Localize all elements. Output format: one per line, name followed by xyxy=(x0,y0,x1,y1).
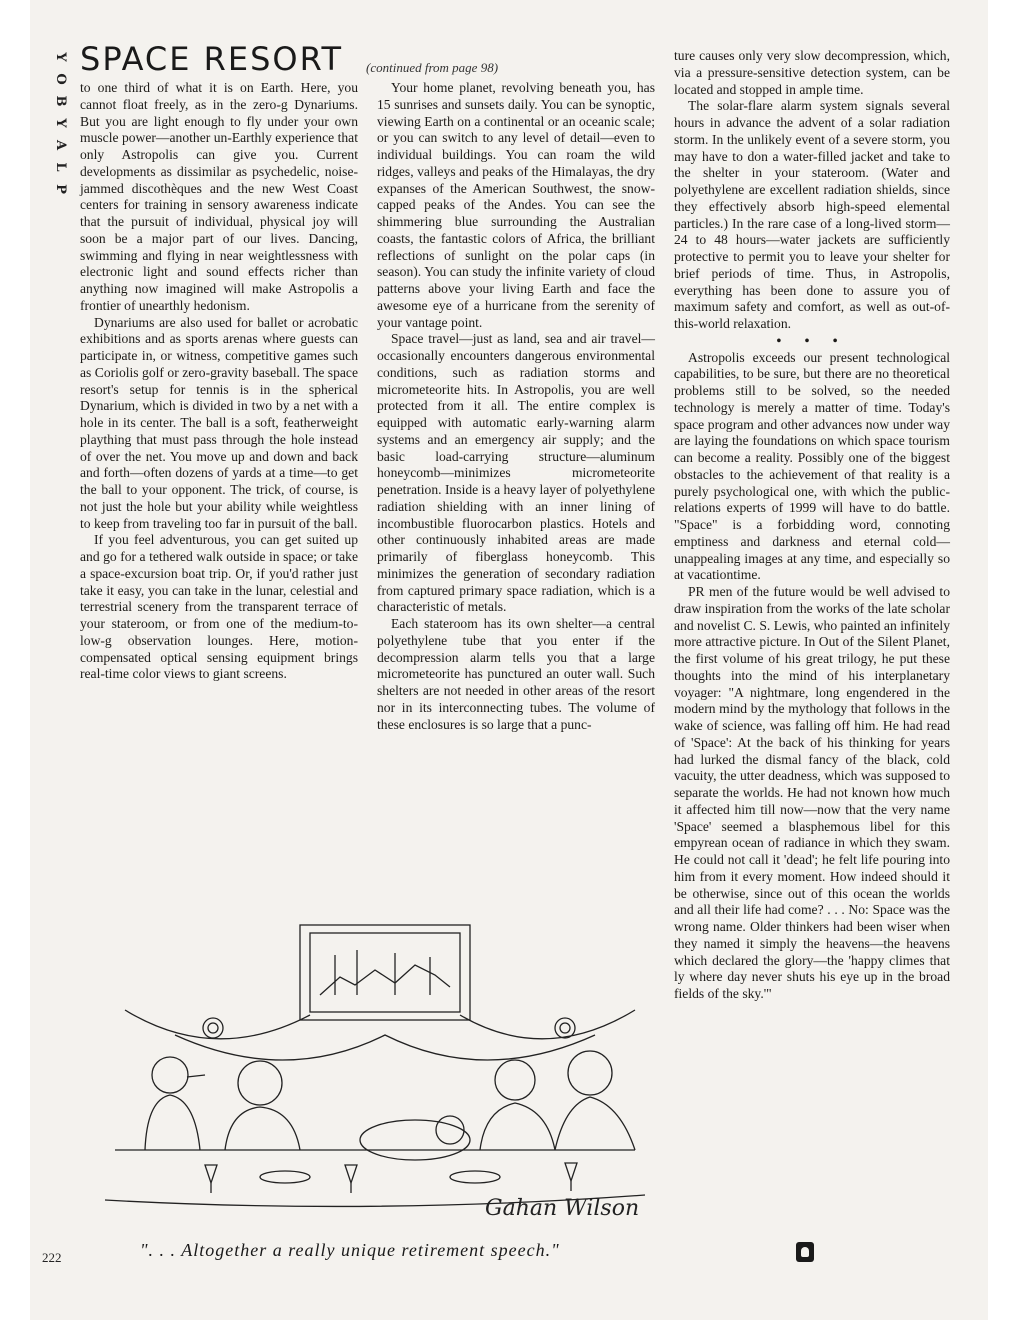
mag-letter: Y xyxy=(53,118,68,128)
paragraph: Your home planet, revolving beneath you, has 15 sunrises and sunsets daily. You can be synoptic, viewing Earth on a continental or an oceanic scale; or you can switch to any level of detail—even to individual buildings. You can roam the wild ridges, valleys and peaks of the Himalayas, the dry expanses of the American Southwest, the snow-capped peaks of the Andes. You can see the shimmering blue surrounding the Australian coasts, the fantastic colors of Africa, the brilliant reflections of sunlight on the polar caps (in season). You can study the infinite variety of cloud patterns above your living Earth and face the awesome eye of a hurricane from the serenity of your vantage point. xyxy=(377,80,655,330)
magazine-name-vertical xyxy=(50,46,70,200)
rabbit-end-mark-icon xyxy=(796,1242,814,1262)
paragraph: ture causes only very slow decompression, which, via a pressure-sensitive detection system, can be located and stopped in ample time. xyxy=(674,48,950,97)
cartoon-signature: Gahan Wilson xyxy=(485,1196,640,1221)
continued-note: (continued from page 98) xyxy=(366,60,499,75)
cartoon-illustration xyxy=(95,915,655,1235)
text-column-3 xyxy=(674,48,950,1003)
mag-letter: O xyxy=(53,73,68,85)
mag-letter: B xyxy=(53,95,68,107)
page-number: 222 xyxy=(42,1250,62,1265)
mag-letter: A xyxy=(53,139,68,151)
paragraph: to one third of what it is on Earth. Here, you cannot float freely, as in the zero-g Dynariums. But you are light enough to fly under your own muscle power—another un-Earthly experience that only Astropolis can give you. Current developments as dissimilar as psychedelic, noise-jammed discothèques and the new West Coast centers for training in sensory awareness indicate that the pursuit of individual, physical joy will soon be a major part of our lives. Dancing, swimming and flying in near weightlessness with electronic light and sound effects richer than anything now imagined will make Astropolis a frontier of unearthly hedonism. xyxy=(80,80,358,313)
article-headline: SPACE RESORT xyxy=(80,40,344,78)
mag-letter: P xyxy=(53,184,68,194)
text-column-2 xyxy=(377,80,655,733)
mag-letter: L xyxy=(53,162,68,172)
paragraph: The solar-flare alarm system signals several hours in advance the advent of a solar radiation storm. In the unlikely event of a severe storm, you may have to don a water-filled jacket and take to the shelter in your stateroom. (Water and polyethylene are excellent radiation shields, since they effectively absorb high-speed elemental particles.) In the rare case of a long-lived storm—24 to 48 hours—water jackets are sufficiently protective to permit you to leave your shelter for brief periods of time. Thus, in Astropolis, everything has been done to assure you of maximum safety and comfort, as well as out-of-this-world relaxation. xyxy=(674,98,950,331)
paragraph: Each stateroom has its own shelter—a central polyethylene tube that you enter if the decompression alarm tells you that a large micrometeorite has punctured an outer wall. Such shelters are not needed in other areas of the resort nor in its interconnecting tubes. The volume of these enclosures is so large that a punc- xyxy=(377,616,655,732)
cartoon-caption: ". . . Altogether a really unique retirement speech." xyxy=(140,1240,560,1260)
paragraph: If you feel adventurous, you can get suited up and go for a tethered walk outside in space; or take a space-excursion boat trip. Or, if you'd rather just take it easy, you can take in the lunar, celestial and terrestrial scenery from the transparent terrace of your stateroom, or from one of the medium-to-low-g observation lounges. Here, motion-compensated optical sensing equipment brings real-time color views to giant screens. xyxy=(80,532,358,682)
paragraph: PR men of the future would be well advised to draw inspiration from the works of the late scholar and novelist C. S. Lewis, who painted an infinitely more attractive picture. In Out of the Silent Planet, the first volume of his great trilogy, he put these thoughts into the mind of his interplanetary voyager: "A nightmare, long engendered in the modern mind by the mythology that follows in the wake of science, was falling off him. He had read of 'Space': At the back of his thinking for years had lurked the dismal fancy of the black, cold vacuity, the utter deadness, which was supposed to separate the worlds. He had not known how much it affected him till now—now that the very name 'Space' seemed a blasphemous libel for this empyrean ocean of radiance in which they swam. He could not call it 'dead'; he felt life pouring into him from it every moment. How indeed should it be otherwise, since out of this ocean the worlds and all their life had come? . . . No: Space was the wrong name. Older thinkers had been wiser when they named it simply the heavens—the heavens which declared the glory—the 'happy climes that ly where day never shuts his eye up in the broad fields of the sky.'" xyxy=(674,584,950,1001)
section-separator: • • • xyxy=(776,332,848,348)
paragraph: Astropolis exceeds our present technological capabilities, to be sure, but there are no theoretical problems still to be solved, so the needed technology is merely a matter of time. Today's space program and other advances now under way are laying the foundations on which space tourism can become a reality. Possibly one of the biggest obstacles to the achievement of that reality is a purely psychological one, with which the public-relations experts of 1999 will have to do battle. "Space" is a forbidding word, connoting emptiness and darkness and eternal cold—unappealing images at any time, and especially so at vacationtime. xyxy=(674,349,950,583)
text-column-1 xyxy=(80,80,358,683)
paragraph: Space travel—just as land, sea and air travel—occasionally encounters dangerous environmental conditions, such as radiation storms and micrometeorite hits. In Astropolis, you are well protected from it all. The entire complex is equipped with automatic early-warning alarm systems and an emergency air supply; and the basic load-carrying structure—aluminum honeycomb—minimizes micrometeorite penetration. Inside is a heavy layer of polyethylene radiation shielding with an inner lining of incombustible fluorocarbon plastics. Hotels and other continuously inhabited areas are made primarily of fiberglass honeycomb. This minimizes the generation of secondary radiation from captured primary space radiation, which is a characteristic of metals. xyxy=(377,331,655,615)
mag-letter: Y xyxy=(53,52,68,62)
paragraph: Dynariums are also used for ballet or acrobatic exhibitions and as sports arenas where guests can participate in, or witness, competitive games such as Coriolis golf or zero-gravity baseball. The space resort's setup for tennis is in the spherical Dynarium, which is divided in two by a net with a hole in its center. The ball is a soft, featherweight plaything that must pass through the hole instead of over the net. You move up and down and back and forth—often dozens of yards at a time—to get the ball to your opponent. The trick, of course, is not just the hole but your ability while weightless to keep from traveling too far in pursuit of the ball. xyxy=(80,314,358,531)
